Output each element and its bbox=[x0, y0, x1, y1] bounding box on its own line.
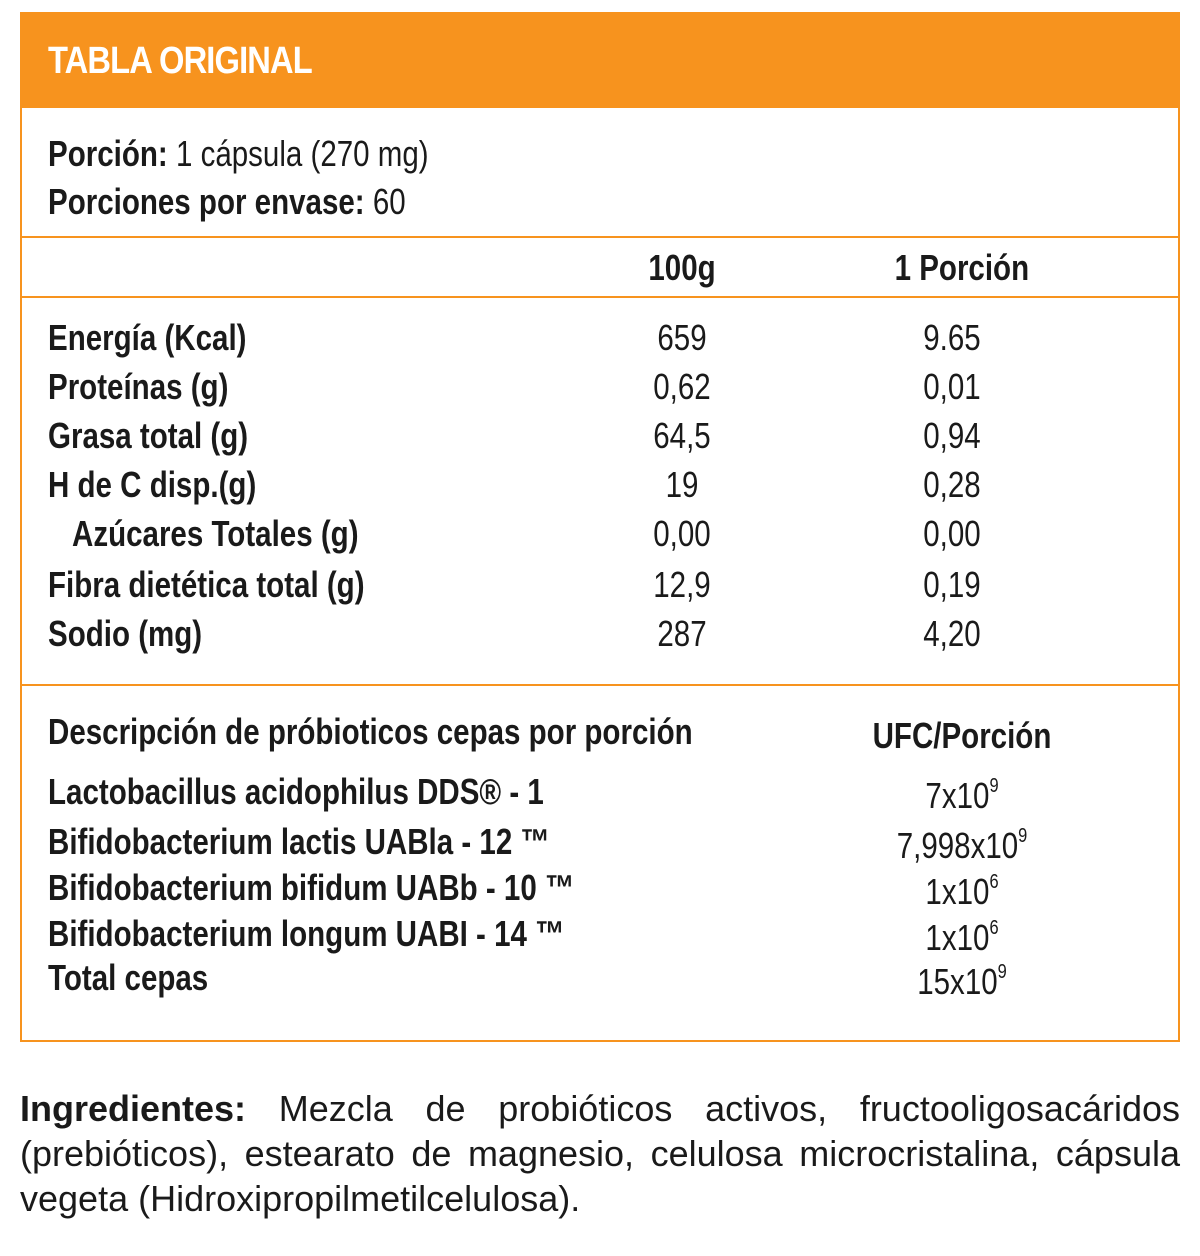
portion-value: 1 cápsula (270 mg) bbox=[175, 133, 429, 174]
total-strains-ufc: $15x10^9$ bbox=[917, 961, 1007, 1002]
nutrient-name: Grasa total (g) bbox=[48, 415, 249, 456]
ingredients-label: Ingredientes: bbox=[20, 1088, 247, 1129]
nutrient-per100: 12,9 bbox=[653, 564, 711, 605]
nutrient-per100: 287 bbox=[657, 613, 707, 654]
nutrient-per-serving: 9.65 bbox=[923, 317, 981, 358]
table-header-bar bbox=[22, 14, 1178, 108]
divider bbox=[22, 296, 1178, 298]
strain-ufc: $1x10^6$ bbox=[925, 917, 999, 958]
strain-ufc: $7,998x10^9$ bbox=[896, 825, 1028, 866]
nutrient-name: Fibra dietética total (g) bbox=[48, 564, 365, 605]
nutrient-name: H de C disp.(g) bbox=[48, 464, 257, 505]
ufc-header: UFC/Porción bbox=[872, 715, 1052, 756]
nutrient-per100: 64,5 bbox=[653, 415, 711, 456]
col-header-100g: 100g bbox=[648, 247, 716, 288]
divider bbox=[22, 236, 1178, 238]
nutrition-table bbox=[20, 12, 1180, 1042]
total-strains: Total cepas bbox=[48, 957, 209, 998]
servings-line bbox=[48, 181, 406, 222]
divider bbox=[22, 684, 1178, 686]
strain-ufc: $7x10^9$ bbox=[925, 775, 999, 816]
strain-name: Bifidobacterium bifidum UABb - 10 ™ bbox=[48, 867, 575, 908]
nutrient-per-serving: 4,20 bbox=[923, 613, 981, 654]
servings-value: 60 bbox=[372, 181, 406, 222]
table-title: TABLA ORIGINAL bbox=[48, 40, 312, 82]
strain-name: Bifidobacterium longum UABI - 14 ™ bbox=[48, 913, 565, 954]
portion-line bbox=[48, 133, 429, 174]
nutrient-name: Energía (Kcal) bbox=[48, 317, 247, 358]
probiotics-header: Descripción de próbioticos cepas por porción bbox=[48, 711, 693, 752]
nutrient-per-serving: 0,00 bbox=[923, 513, 981, 554]
nutrient-per-serving: 0,19 bbox=[923, 564, 981, 605]
nutrient-per100: 659 bbox=[657, 317, 707, 358]
nutrient-name: Sodio (mg) bbox=[48, 613, 203, 654]
nutrient-per-serving: 0,28 bbox=[923, 464, 981, 505]
ingredients-paragraph bbox=[20, 1086, 1180, 1221]
nutrient-per100: 0,00 bbox=[653, 513, 711, 554]
nutrient-per100: 0,62 bbox=[653, 366, 711, 407]
strain-ufc: $1x10^6$ bbox=[925, 871, 999, 912]
col-header-portion: 1 Porción bbox=[894, 247, 1030, 288]
strain-name: Lactobacillus acidophilus DDS® - 1 bbox=[48, 771, 544, 812]
servings-label: Porciones por envase: bbox=[48, 181, 365, 222]
nutrient-per100: 19 bbox=[665, 464, 699, 505]
nutrient-name-sub: Azúcares Totales (g) bbox=[72, 513, 359, 554]
nutrient-per-serving: 0,94 bbox=[923, 415, 981, 456]
strain-name: Bifidobacterium lactis UABla - 12 ™ bbox=[48, 821, 550, 862]
ingredients-text: Mezcla de probióticos activos, fructooligosacáridos (prebióticos), estearato de magnesio, celulosa microcristalina, cápsula vegeta (Hidroxipropilmetilcelulosa). bbox=[20, 1088, 1180, 1219]
portion-label: Porción: bbox=[48, 133, 168, 174]
nutrient-per-serving: 0,01 bbox=[923, 366, 981, 407]
nutrient-name: Proteínas (g) bbox=[48, 366, 229, 407]
